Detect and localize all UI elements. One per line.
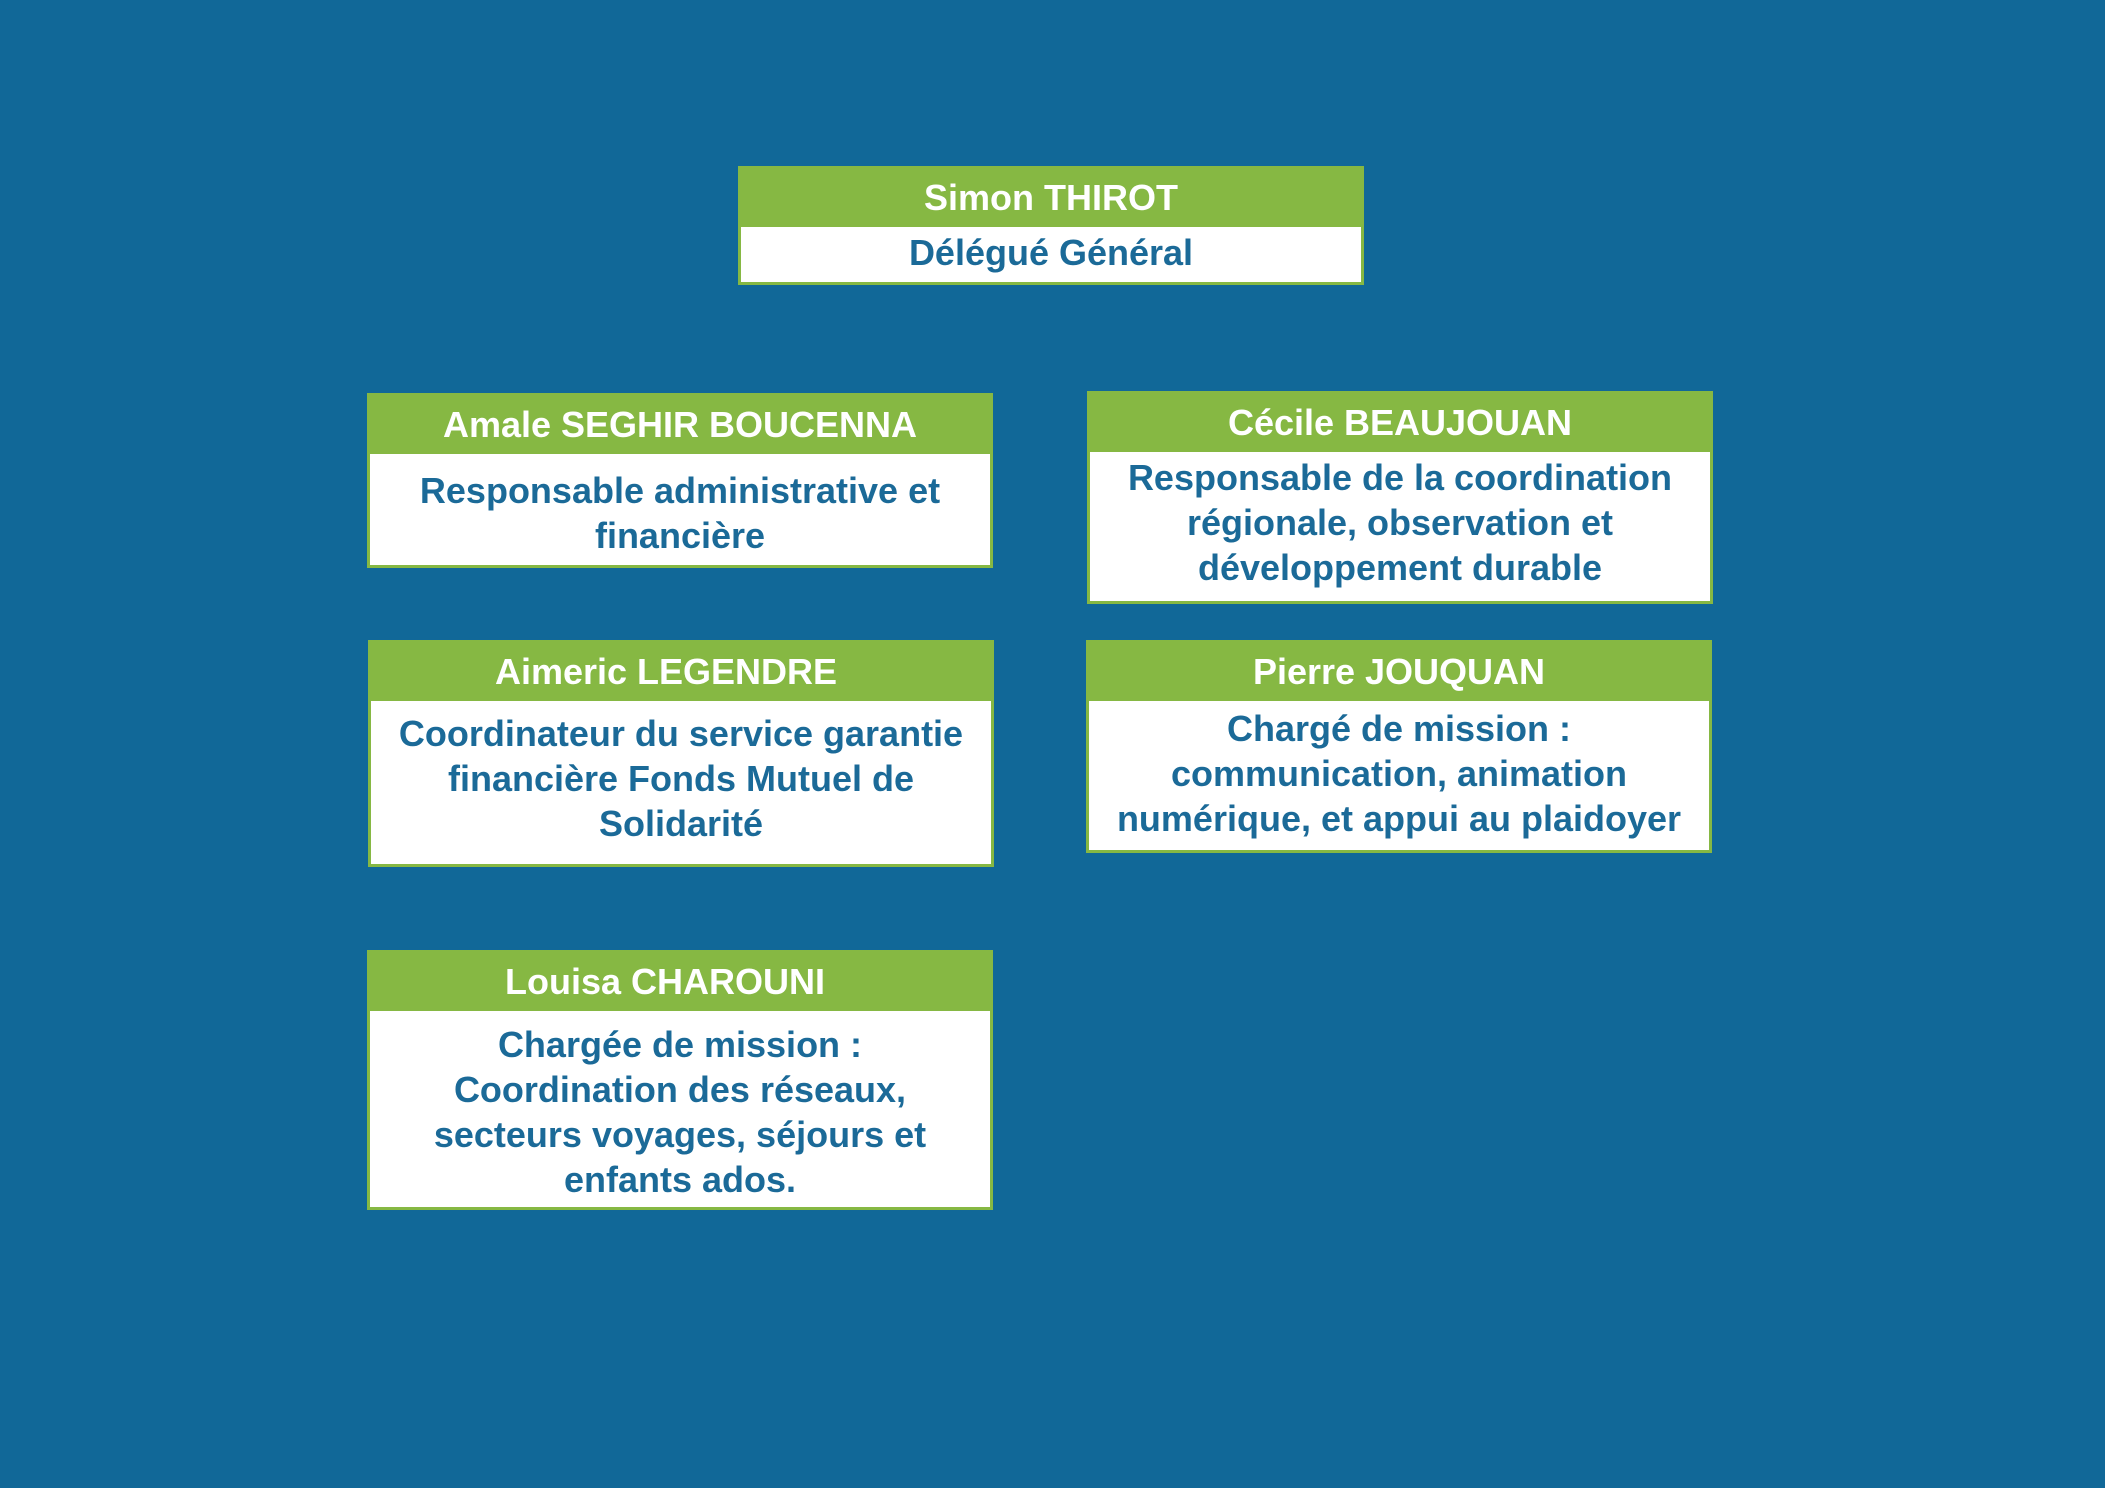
- card-role: Chargé de mission : communication, animation numérique, et appui au plaidoyer: [1116, 708, 1682, 839]
- card-role: Chargée de mission : Coordination des réseaux, secteurs voyages, séjours et enfants ados.: [433, 1024, 927, 1200]
- card-role: Coordinateur du service garantie financière Fonds Mutuel de Solidarité: [398, 713, 964, 844]
- card-name: Louisa CHAROUNI: [370, 953, 990, 1011]
- card-name: Aimeric LEGENDRE: [371, 643, 991, 701]
- card-responsable-administrative: [367, 393, 993, 568]
- card-responsable-coordination: [1087, 391, 1713, 604]
- card-name: Pierre JOUQUAN: [1089, 643, 1709, 701]
- card-coordinateur-garantie: [368, 640, 994, 867]
- card-name: Simon THIROT: [741, 169, 1361, 227]
- card-chargee-mission-reseaux: [367, 950, 993, 1210]
- card-role: Responsable de la coordination régionale, observation et développement durable: [1127, 457, 1673, 588]
- card-role: Délégué Général: [908, 232, 1194, 273]
- card-name: Amale SEGHIR BOUCENNA: [370, 396, 990, 454]
- card-delegue-general: [738, 166, 1364, 285]
- card-role: Responsable administrative et financière: [419, 470, 941, 556]
- card-name: Cécile BEAUJOUAN: [1090, 394, 1710, 452]
- card-charge-mission-communication: [1086, 640, 1712, 853]
